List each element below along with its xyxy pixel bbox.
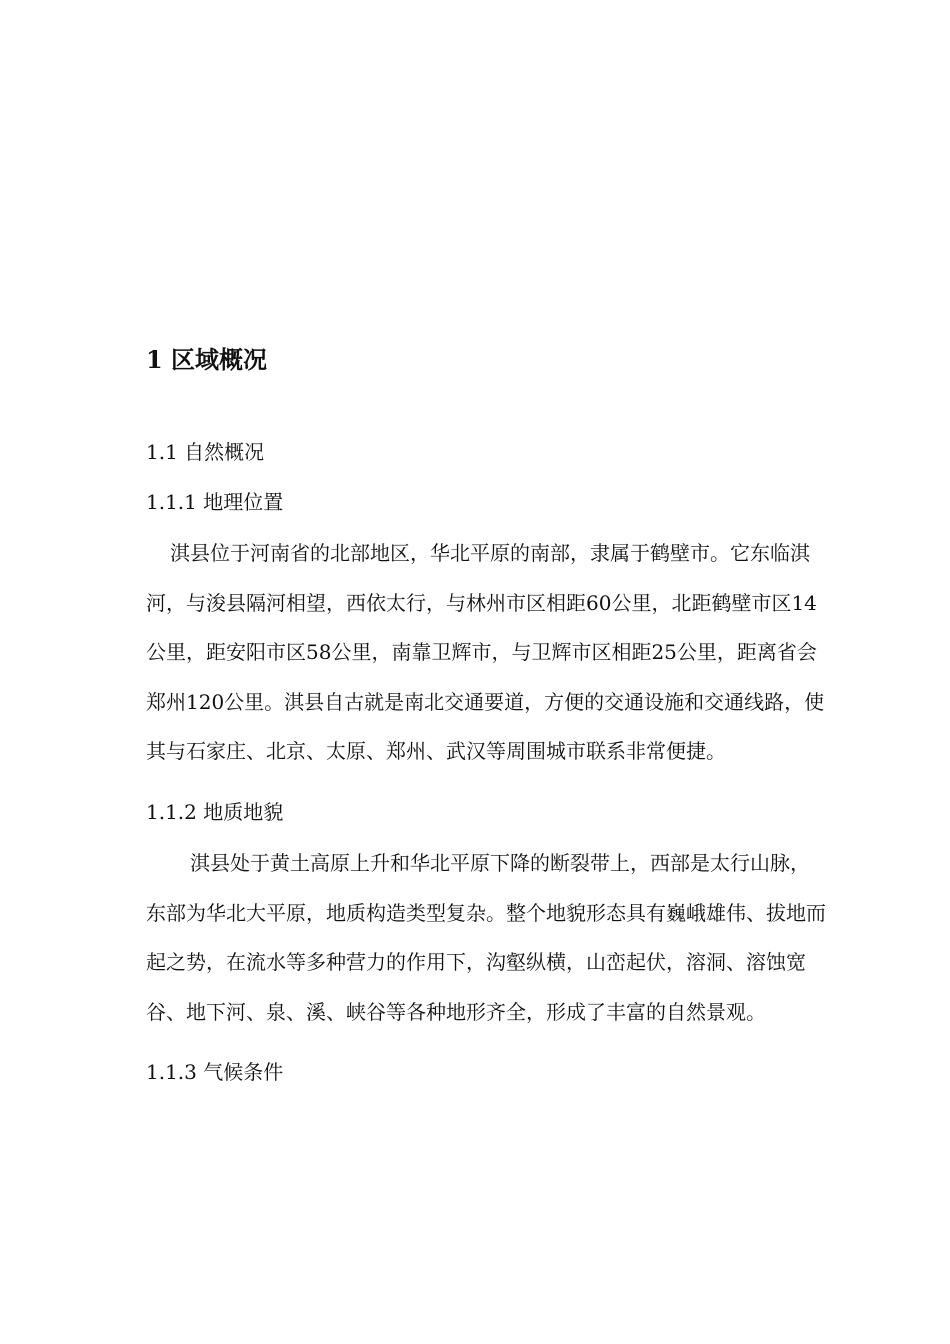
subsection-heading-location: 1.1.1 地理位置 — [146, 490, 284, 514]
paragraph-location: 淇县位于河南省的北部地区，华北平原的南部，隶属于鹤壁市。它东临淇河，与浚县隔河相望，西依太行，与林州市区相距60公里，北距鹤壁市区14公里，距安阳市区58公里，南靠卫辉市，与卫辉市区相距25公里，距离省会郑州120公里。淇县自古就是南北交通要道，方便的交通设施和交通线路，使其与石家庄、北京、太原、郑州、武汉等周围城市联系非常便捷。 — [146, 541, 825, 764]
chapter-title: 1 区域概况 — [146, 345, 268, 374]
document-body — [146, 336, 826, 1087]
section-heading-natural-overview: 1.1 自然概况 — [146, 440, 265, 464]
paragraph-geology: 淇县处于黄土高原上升和华北平原下降的断裂带上，西部是太行山脉，东部为华北大平原，地质构造类型复杂。整个地貌形态具有巍峨雄伟、拔地而起之势，在流水等多种营力的作用下，沟壑纵横，山峦起伏，溶洞、溶蚀宽谷、地下河、泉、溪、峡谷等各种地形齐全，形成了丰富的自然景观。 — [146, 850, 826, 1024]
subsection-heading-climate: 1.1.3 气候条件 — [146, 1060, 284, 1085]
subsection-heading-geology: 1.1.2 地质地貌 — [146, 799, 284, 824]
